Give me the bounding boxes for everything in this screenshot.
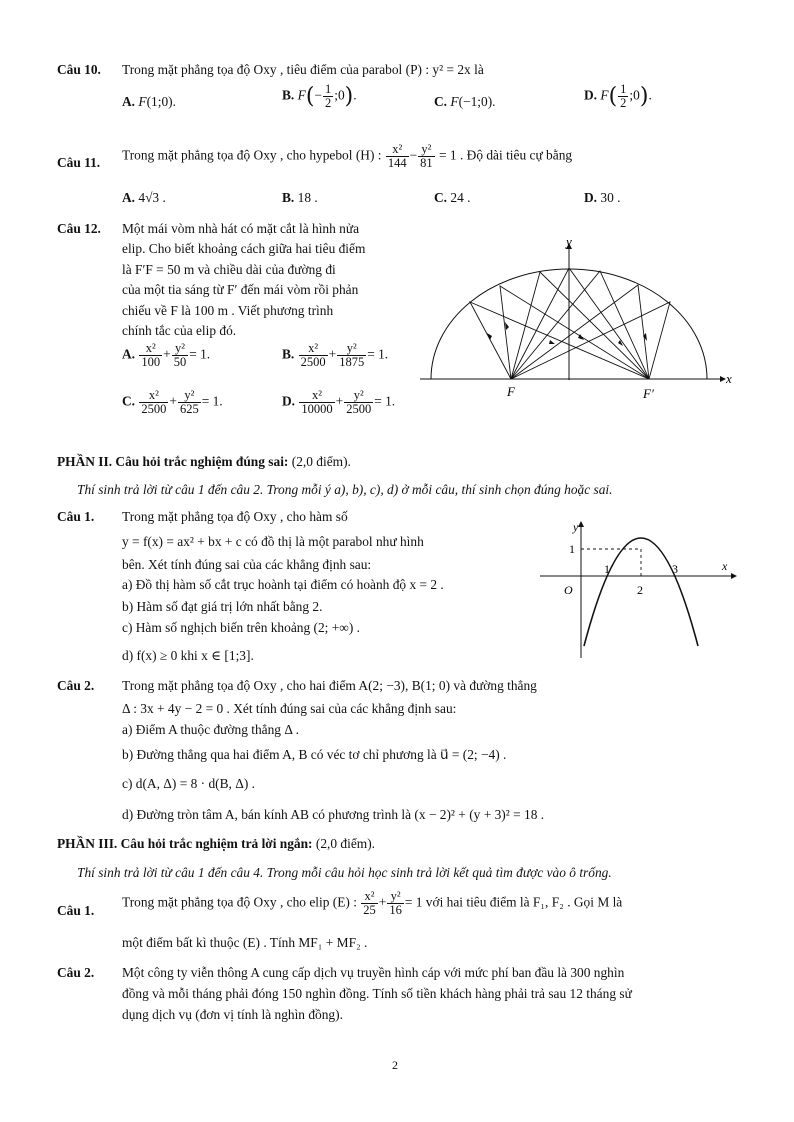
p2c1-line-3: bên. Xét tính đúng sai của các khẳng định sau: <box>122 557 372 572</box>
p2c2-d: d) Đường tròn tâm A, bán kính AB có phương trình là (x − 2)² + (y + 3)² = 18 . <box>122 807 545 822</box>
q12-line-3: là F′F = 50 m và chiều dài của đường đi <box>122 262 336 277</box>
p2c1-a: a) Đồ thị hàm số cắt trục hoành tại điểm có hoành độ x = 2 . <box>122 577 444 592</box>
q10-opt-a: A. F(1;0). <box>122 94 176 109</box>
q12-opt-c: C. $\frac{\text{x²}}{2500}$ + $\frac{\text{y²}}{625}$ = 1. <box>122 388 223 417</box>
graph-x-label: x <box>722 559 728 573</box>
fig-y-label: y <box>566 234 572 249</box>
graph-tick-x3: 3 <box>672 562 678 576</box>
q11-stem: Trong mặt phẳng tọa độ Oxy , cho hypebol (H) : $\frac{\text{x²}}{144}$ − $\frac{\text{y²}}{81}$ = 1 . Độ dài tiêu cự bằng <box>122 142 573 171</box>
q12-line-5: chiếu về F là 100 m . Viết phương trình <box>122 303 334 318</box>
graph-origin-label: O <box>564 583 573 597</box>
q12-opt-a: A. $\frac{\text{x²}}{100}$ + $\frac{\text{y²}}{50}$ = 1. <box>122 341 211 370</box>
q10-opt-b: B. F(− $\frac{1}{2}$ ;0). <box>282 82 357 111</box>
q11-opt-b: B. 18 . <box>282 190 318 205</box>
q11-opt-a: A. 4√3 . <box>122 190 166 205</box>
p2c2-line-1: Trong mặt phẳng tọa độ Oxy , cho hai điểm A(2; −3), B(1; 0) và đường thẳng <box>122 678 537 693</box>
p2c2-a: a) Điểm A thuộc đường thẳng Δ . <box>122 722 299 737</box>
q11-opt-d: D. 30 . <box>584 190 621 205</box>
p3c1-label: Câu 1. <box>57 903 95 918</box>
p2c1-d: d) f(x) ≥ 0 khi x ∈ [1;3]. <box>122 648 254 663</box>
p2c1-label: Câu 1. <box>57 509 95 524</box>
q12-line-4: của một tia sáng từ F′ đến mái vòm rồi phản <box>122 282 359 297</box>
q12-line-1: Một mái vòm nhà hát có mặt cắt là hình nửa <box>122 221 360 236</box>
graph-tick-x1: 1 <box>604 562 610 576</box>
p3c1-line-2: một điểm bất kì thuộc (E) . Tính MF₁ + MF₂ . <box>122 935 368 950</box>
part2-title: PHẦN II. Câu hỏi trắc nghiệm đúng sai: (2,0 điểm). <box>57 454 351 469</box>
q10-opt-c: C. F(−1;0). <box>434 94 496 109</box>
graph-tick-y1: 1 <box>569 542 575 556</box>
fig-f-label: F <box>507 384 515 399</box>
p3c2-line-1: Một công ty viễn thông A cung cấp dịch vụ truyền hình cáp với mức phí ban đầu là 300 nghìn <box>122 965 625 980</box>
q11-label: Câu 11. <box>57 155 101 170</box>
dome-figure <box>420 230 740 410</box>
q12-label: Câu 12. <box>57 221 101 236</box>
q12-line-2: elip. Cho biết khoảng cách giữa hai tiêu điểm <box>122 241 366 256</box>
p3c1-line-1: Trong mặt phẳng tọa độ Oxy , cho elip (E) : $\frac{\text{x²}}{25}$ + $\frac{\text{y²}}{16}$ = 1 với hai tiêu điểm là F₁, F₂ . Gọi M là <box>122 889 623 918</box>
p2c2-c: c) d(A, Δ) = 8 · d(B, Δ) . <box>122 776 255 791</box>
p2c2-label: Câu 2. <box>57 678 95 693</box>
q10-stem: Trong mặt phẳng tọa độ Oxy , tiêu điểm của parabol (P) : y² = 2x là <box>122 62 484 77</box>
p2c1-b: b) Hàm số đạt giá trị lớn nhất bằng 2. <box>122 599 323 614</box>
p3c2-line-2: đồng và mỗi tháng phải đóng 150 nghìn đồng. Tính số tiền khách hàng phải trả sau 12 tháng sử <box>122 986 632 1001</box>
q11-opt-c: C. 24 . <box>434 190 471 205</box>
q12-line-6: chính tắc của elip đó. <box>122 323 237 338</box>
page-number: 2 <box>392 1058 398 1072</box>
graph-y-label: y <box>573 520 579 534</box>
p2c2-b: b) Đường thẳng qua hai điểm A, B có véc tơ chỉ phương là u⃗ = (2; −4) . <box>122 747 507 762</box>
q12-opt-d: D. $\frac{\text{x²}}{10000}$ + $\frac{\text{y²}}{2500}$ = 1. <box>282 388 396 417</box>
q10-label: Câu 10. <box>57 62 101 77</box>
p3c2-line-3: dụng dịch vụ (đơn vị tính là nghìn đồng). <box>122 1007 343 1022</box>
part3-instr: Thí sinh trả lời từ câu 1 đến câu 4. Trong mỗi câu hỏi học sinh trả lời kết quả tìm được vào ô trống. <box>77 865 612 880</box>
fig-x-label: x <box>726 371 732 386</box>
p3c2-label: Câu 2. <box>57 965 95 980</box>
part2-instr: Thí sinh trả lời từ câu 1 đến câu 2. Trong mỗi ý a), b), c), d) ở mỗi câu, thí sinh chọn đúng hoặc sai. <box>77 482 613 497</box>
q10-opt-d: D. F( $\frac{1}{2}$ ;0). <box>584 82 652 111</box>
p2c1-c: c) Hàm số nghịch biến trên khoảng (2; +∞) . <box>122 620 360 635</box>
parabola-graph <box>540 518 740 663</box>
graph-tick-x2: 2 <box>637 583 643 597</box>
fig-fp-label: F′ <box>643 386 654 401</box>
p2c1-line-1: Trong mặt phẳng tọa độ Oxy , cho hàm số <box>122 509 348 524</box>
part3-title: PHẦN III. Câu hỏi trắc nghiệm trả lời ngắn: (2,0 điểm). <box>57 836 376 851</box>
p2c2-line-2: Δ : 3x + 4y − 2 = 0 . Xét tính đúng sai của các khẳng định sau: <box>122 701 457 716</box>
q12-opt-b: B. $\frac{\text{x²}}{2500}$ + $\frac{\text{y²}}{1875}$ = 1. <box>282 341 389 370</box>
p2c1-line-2: y = f(x) = ax² + bx + c có đồ thị là một parabol như hình <box>122 534 424 549</box>
